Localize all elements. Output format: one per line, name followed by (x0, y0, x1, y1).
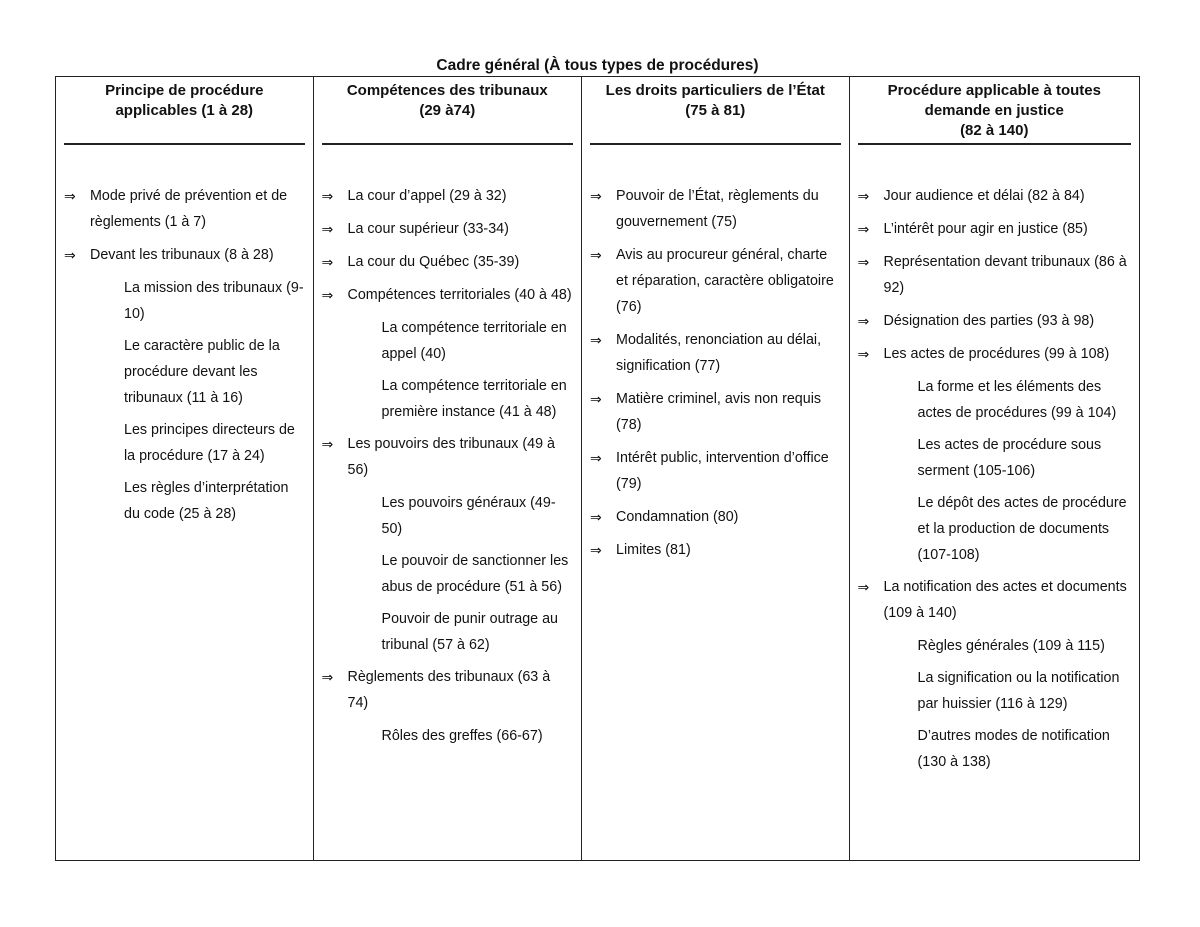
arrow-bullet-icon: ⇒ (321, 287, 334, 303)
list-item (322, 664, 574, 716)
column-body (64, 183, 305, 527)
list-item-text: La cour du Québec (35-39) (347, 254, 520, 270)
list-item-text: L’intérêt pour agir en justice (85) (883, 221, 1088, 237)
arrow-bullet-icon: ⇒ (590, 542, 602, 558)
list-item-text: Condamnation (80) (616, 509, 739, 525)
sub-item: Le caractère public de la procédure devant les tribunaux (11 à 16) (124, 338, 280, 406)
arrow-bullet-icon: ⇒ (857, 346, 870, 362)
sub-item: Pouvoir de punir outrage au tribunal (57 à 62) (381, 611, 558, 653)
arrow-bullet-icon: ⇒ (857, 188, 870, 204)
sub-item: La signification ou la notification par huissier (116 à 129) (917, 670, 1120, 712)
list-item (858, 574, 1131, 626)
list-item (590, 445, 841, 497)
sub-item: Les pouvoirs généraux (49-50) (381, 495, 556, 537)
sub-item: Règles générales (109 à 115) (917, 638, 1105, 654)
list-item (322, 216, 574, 242)
column-header-line: demande en justice (924, 102, 1064, 119)
list-item-text: Les actes de procédures (99 à 108) (883, 346, 1110, 362)
column-procedure-applicable (850, 77, 1139, 860)
arrow-bullet-icon: ⇒ (64, 188, 76, 204)
column-competences (314, 77, 583, 860)
column-header-line: Procédure applicable à toutes (887, 82, 1101, 99)
list-item (858, 341, 1131, 367)
list-item-text: Devant les tribunaux (8 à 28) (90, 247, 274, 263)
list-item (64, 183, 305, 235)
list-item-text: Mode privé de prévention et de règlements (1 à 7) (90, 188, 288, 230)
arrow-bullet-icon: ⇒ (321, 254, 334, 270)
column-body (858, 183, 1131, 775)
list-item-text: Compétences territoriales (40 à 48) (347, 287, 572, 303)
column-header-line: applicables (1 à 28) (115, 102, 254, 119)
column-principes (56, 77, 314, 860)
sub-item: La forme et les éléments des actes de procédures (99 à 104) (917, 379, 1117, 421)
list-item (858, 249, 1131, 301)
list-item-text: La cour d’appel (29 à 32) (347, 188, 507, 204)
column-header-line: (75 à 81) (685, 102, 746, 119)
list-item-text: Matière criminel, avis non requis (78) (616, 391, 822, 433)
list-item-text: La cour supérieur (33-34) (347, 221, 509, 237)
sub-item: Les règles d’interprétation du code (25 à 28) (124, 480, 289, 522)
list-item-text: Désignation des parties (93 à 98) (883, 313, 1095, 329)
document-title: Cadre général (À tous types de procédures) (436, 57, 759, 74)
arrow-bullet-icon: ⇒ (857, 221, 870, 237)
list-item (322, 431, 574, 483)
sub-item: La compétence territoriale en appel (40) (381, 320, 567, 362)
list-item (590, 504, 841, 530)
arrow-bullet-icon: ⇒ (590, 450, 602, 466)
column-body (322, 183, 574, 749)
column-header (590, 81, 841, 145)
list-item (322, 249, 574, 275)
list-item-text: Les pouvoirs des tribunaux (49 à 56) (347, 436, 555, 478)
column-header-line: Principe de procédure (105, 82, 264, 99)
list-item-text: Jour audience et délai (82 à 84) (883, 188, 1085, 204)
list-item (858, 183, 1131, 209)
sub-item: Le dépôt des actes de procédure et la production de documents (107-108) (917, 495, 1127, 563)
arrow-bullet-icon: ⇒ (321, 436, 334, 452)
arrow-bullet-icon: ⇒ (857, 313, 870, 329)
list-item-text: Limites (81) (616, 542, 691, 558)
sub-item: Les principes directeurs de la procédure (17 à 24) (124, 422, 295, 464)
sub-item: D’autres modes de notification (130 à 138) (917, 728, 1110, 770)
list-item (590, 242, 841, 320)
column-header (858, 81, 1131, 145)
list-item (322, 183, 574, 209)
arrow-bullet-icon: ⇒ (590, 247, 602, 263)
column-header (322, 81, 574, 145)
sub-item: Le pouvoir de sanctionner les abus de procédure (51 à 56) (381, 553, 569, 595)
arrow-bullet-icon: ⇒ (590, 391, 602, 407)
sub-item: La mission des tribunaux (9-10) (124, 280, 304, 322)
column-body (590, 183, 841, 563)
list-item (858, 308, 1131, 334)
list-item (64, 242, 305, 268)
arrow-bullet-icon: ⇒ (64, 247, 76, 263)
arrow-bullet-icon: ⇒ (321, 221, 334, 237)
list-item-text: Pouvoir de l’État, règlements du gouvernement (75) (616, 188, 819, 230)
list-item-text: La notification des actes et documents (109 à 140) (883, 579, 1127, 621)
column-droits-etat (582, 77, 850, 860)
arrow-bullet-icon: ⇒ (857, 579, 870, 595)
list-item-text: Intérêt public, intervention d’office (79) (616, 450, 829, 492)
sub-item: La compétence territoriale en première instance (41 à 48) (381, 378, 567, 420)
procedure-table (55, 76, 1140, 861)
list-item (590, 386, 841, 438)
list-item (590, 183, 841, 235)
arrow-bullet-icon: ⇒ (321, 188, 334, 204)
sub-item: Rôles des greffes (66-67) (381, 728, 543, 744)
arrow-bullet-icon: ⇒ (857, 254, 870, 270)
arrow-bullet-icon: ⇒ (590, 509, 602, 525)
list-item-text: Représentation devant tribunaux (86 à 92) (883, 254, 1127, 296)
arrow-bullet-icon: ⇒ (590, 188, 602, 204)
list-item-text: Règlements des tribunaux (63 à 74) (347, 669, 551, 711)
sub-item: Les actes de procédure sous serment (105-106) (917, 437, 1102, 479)
list-item-text: Modalités, renonciation au délai, signification (77) (616, 332, 822, 374)
list-item (590, 327, 841, 379)
column-header-line: (82 à 140) (960, 122, 1029, 139)
column-header (64, 81, 305, 145)
column-header-line: Compétences des tribunaux (346, 82, 548, 99)
arrow-bullet-icon: ⇒ (590, 332, 602, 348)
column-header-line: Les droits particuliers de l’État (605, 82, 825, 99)
list-item (322, 282, 574, 308)
column-header-line: (29 à74) (419, 102, 476, 119)
list-item (858, 216, 1131, 242)
list-item-text: Avis au procureur général, charte et réparation, caractère obligatoire (76) (616, 247, 834, 315)
arrow-bullet-icon: ⇒ (321, 669, 334, 685)
list-item (590, 537, 841, 563)
